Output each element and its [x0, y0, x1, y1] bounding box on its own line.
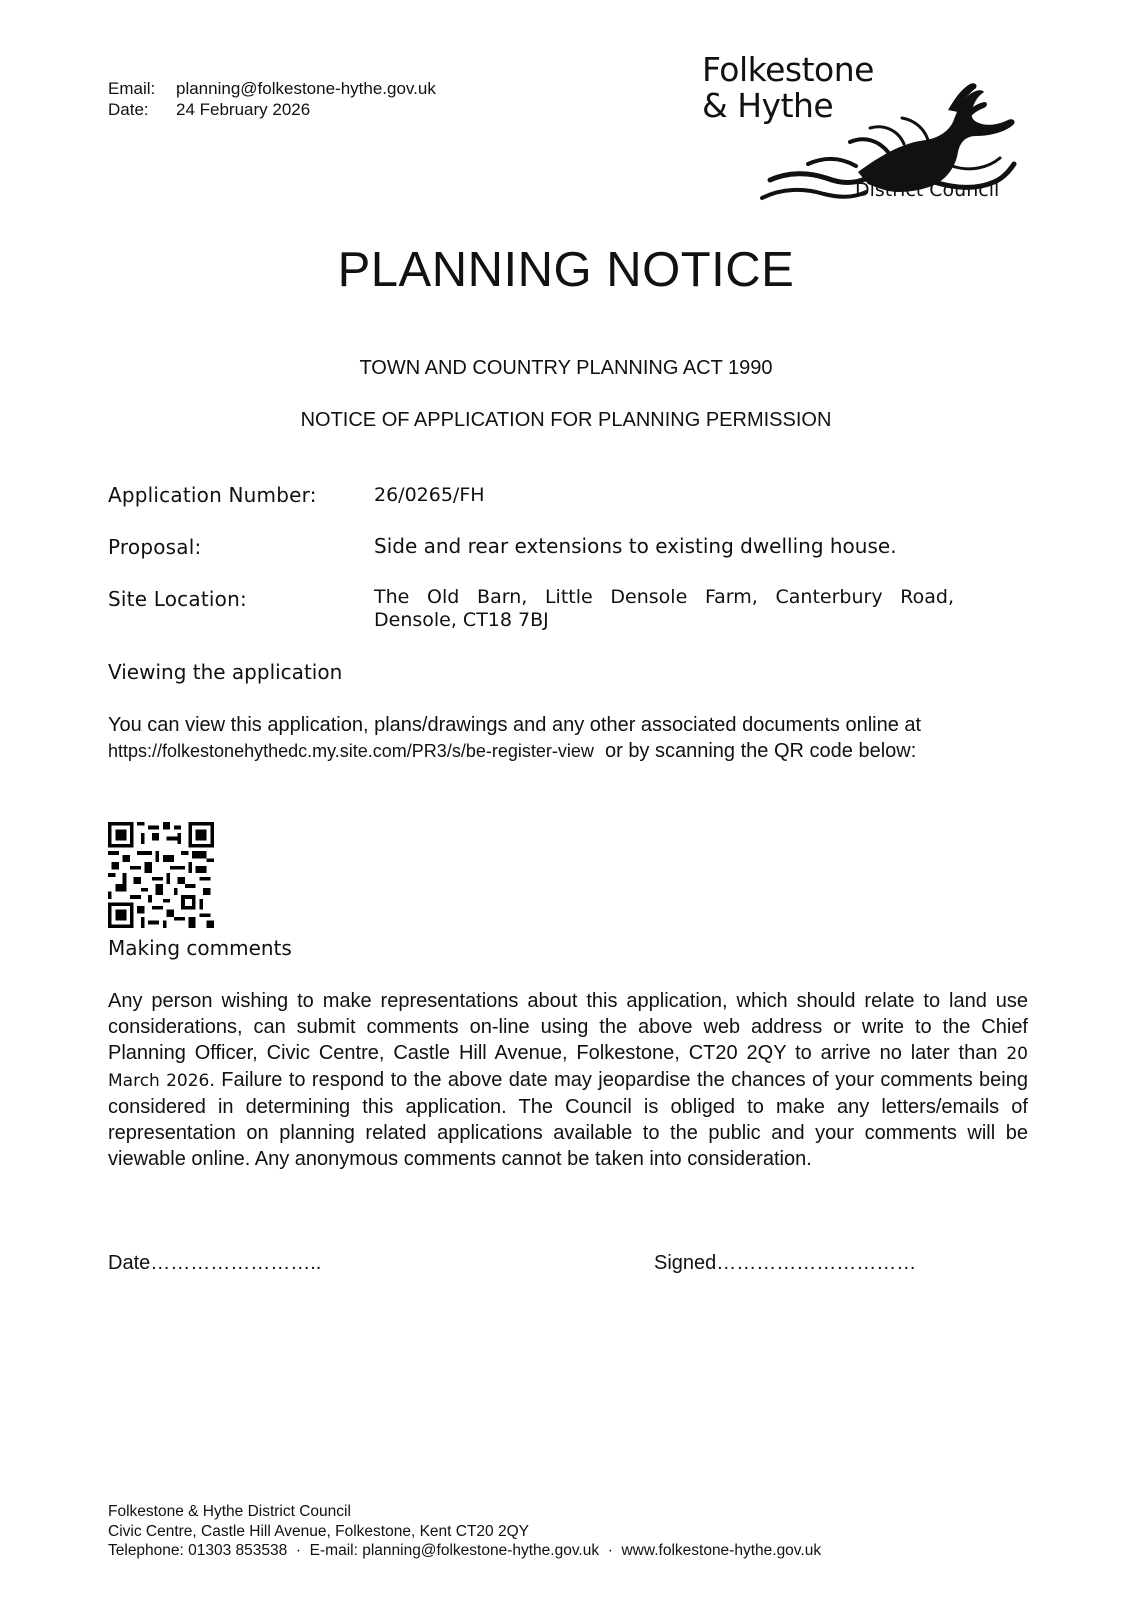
proposal-value: Side and rear extensions to existing dwelling house.	[374, 534, 897, 558]
date-row	[108, 99, 436, 120]
comments-paragraph	[108, 988, 1028, 1172]
footer	[108, 1502, 821, 1561]
footer-line-2: Civic Centre, Castle Hill Avenue, Folkestone, Kent CT20 2QY	[108, 1522, 529, 1540]
logo-line-1: Folkestone	[702, 50, 874, 89]
date-value: 24 February 2026	[176, 100, 311, 119]
footer-line-1: Folkestone & Hythe District Council	[108, 1503, 351, 1520]
act-subtitle: TOWN AND COUNTRY PLANNING ACT 1990	[359, 357, 773, 379]
viewing-paragraph	[108, 712, 1028, 764]
comments-heading: Making comments	[108, 936, 292, 960]
comments-text-after: . Failure to respond to the above date may jeopardise the chances of your comments being considered in determining this application. The Council is obliged to make any letters/emails of representation on planning related applications available to the public and your comments will be viewable online. Any anonymous comments cannot be taken into consideration.	[108, 1069, 1028, 1170]
logo-line-2: & Hythe	[702, 86, 834, 125]
email-row	[108, 78, 436, 99]
proposal-label: Proposal:	[108, 535, 202, 559]
contact-block	[108, 78, 436, 120]
site-location-value: The Old Barn, Little Densole Farm, Canterbury Road, Densole, CT18 7BJ	[374, 586, 954, 631]
site-location-label: Site Location:	[108, 587, 247, 611]
viewing-text-before: You can view this application, plans/drawings and any other associated documents online at	[108, 714, 922, 736]
email-value: planning@folkestone-hythe.gov.uk	[176, 79, 436, 98]
page-title: PLANNING NOTICE	[337, 243, 795, 297]
council-logo	[700, 48, 1020, 218]
logo-subtitle: District Council	[855, 179, 1000, 201]
viewing-heading: Viewing the application	[108, 660, 343, 684]
application-number-label: Application Number:	[108, 483, 317, 507]
date-label: Date:	[108, 100, 149, 119]
qr-code[interactable]	[108, 822, 214, 928]
footer-line-3: Telephone: 01303 853538 · E-mail: planning@folkestone-hythe.gov.uk · www.folkestone-hythe.gov.uk	[108, 1542, 822, 1559]
date-line: Date……………………..	[108, 1252, 322, 1274]
notice-subtitle: NOTICE OF APPLICATION FOR PLANNING PERMISSION	[300, 409, 832, 431]
viewing-text-after: or by scanning the QR code below:	[593, 740, 917, 762]
signed-line: Signed…………………………	[654, 1252, 917, 1274]
application-number-value: 26/0265/FH	[374, 484, 485, 506]
comments-text-before: Any person wishing to make representations about this application, which should relate to land use considerations, can submit comments on-line using the above web address or write to the Chief Planning Officer, Civic Centre, Castle Hill Avenue, Folkestone, CT20 2QY to arrive no later than	[108, 990, 1028, 1064]
register-link[interactable]: https://folkestonehythedc.my.site.com/PR3/s/be-register-view	[108, 741, 594, 761]
comments-deadline: 20 March 2026	[108, 1044, 1028, 1091]
email-label: Email:	[108, 79, 156, 98]
